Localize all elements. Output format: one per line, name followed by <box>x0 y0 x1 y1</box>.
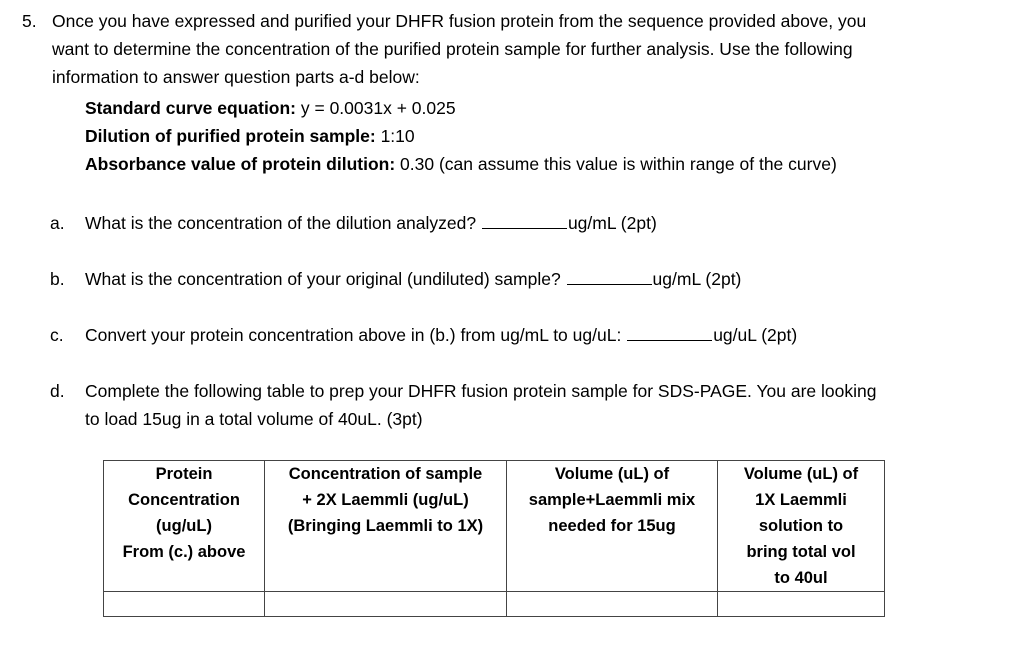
part-d-line: to load 15ug in a total volume of 40uL. (3pt) <box>85 409 423 429</box>
header-line: Concentration <box>128 491 240 509</box>
answer-blank-b[interactable] <box>567 268 652 285</box>
header-line: 1X Laemmli <box>755 491 847 509</box>
part-letter: c. <box>50 325 64 345</box>
header-line: to 40ul <box>774 569 828 587</box>
sds-page-prep-table <box>103 460 885 617</box>
header-volume-mix <box>507 461 718 592</box>
header-line: From (c.) above <box>122 543 246 561</box>
header-volume-laemmli <box>718 461 885 592</box>
part-b-text <box>85 265 741 293</box>
header-line: bring total vol <box>746 543 856 561</box>
part-unit: ug/mL (2pt) <box>652 269 742 289</box>
header-line: (Bringing Laemmli to 1X) <box>287 517 484 535</box>
header-line: needed for 15ug <box>548 517 676 535</box>
intro-line: Once you have expressed and purified your DHFR fusion protein from the sequence provided above, you <box>52 11 867 31</box>
header-line: Protein <box>155 465 213 483</box>
given-standard-curve <box>85 94 985 122</box>
answer-blank-c[interactable] <box>627 324 712 341</box>
answer-cell-concentration-laemmli[interactable] <box>265 592 507 617</box>
given-value: 1:10 <box>375 126 415 146</box>
part-d-line: Complete the following table to prep your DHFR fusion protein sample for SDS-PAGE. You are looking <box>85 381 877 401</box>
table-row <box>104 592 885 617</box>
part-c-text <box>85 321 797 349</box>
answer-cell-volume-mix[interactable] <box>507 592 718 617</box>
intro-line: information to answer question parts a-d below: <box>52 67 420 87</box>
given-info <box>85 94 985 178</box>
part-unit: ug/mL (2pt) <box>567 213 657 233</box>
part-unit: ug/uL (2pt) <box>713 325 798 345</box>
header-protein-concentration <box>104 461 265 592</box>
part-letter: a. <box>50 213 65 233</box>
given-label: Standard curve equation: <box>85 98 297 118</box>
answer-cell-concentration[interactable] <box>104 592 265 617</box>
given-absorbance <box>85 150 985 178</box>
header-line: + 2X Laemmli (ug/uL) <box>302 491 469 509</box>
part-letter: b. <box>50 269 65 289</box>
header-line: Concentration of sample <box>288 465 483 483</box>
given-label: Dilution of purified protein sample: <box>85 126 376 146</box>
header-line: (ug/uL) <box>156 517 212 535</box>
header-line: sample+Laemmli mix <box>528 491 696 509</box>
header-line: solution to <box>758 517 844 535</box>
part-d-text <box>85 377 985 433</box>
given-value: 0.30 (can assume this value is within range of the curve) <box>395 154 837 174</box>
answer-cell-volume-laemmli[interactable] <box>718 592 885 617</box>
given-label: Absorbance value of protein dilution: <box>85 154 396 174</box>
part-a-text <box>85 209 657 237</box>
answer-blank-a[interactable] <box>482 212 567 229</box>
question-number: 5. <box>22 11 37 31</box>
intro-line: want to determine the concentration of the purified protein sample for further analysis. Use the following <box>52 39 853 59</box>
header-line: Volume (uL) of <box>554 465 670 483</box>
header-line: Volume (uL) of <box>743 465 859 483</box>
question-intro <box>52 7 997 91</box>
part-letter: d. <box>50 381 65 401</box>
part-question: What is the concentration of your original (undiluted) sample? <box>85 269 561 289</box>
part-question: What is the concentration of the dilution analyzed? <box>85 213 477 233</box>
given-dilution <box>85 122 985 150</box>
header-concentration-with-laemmli <box>265 461 507 592</box>
table-header-row <box>104 461 885 592</box>
part-question: Convert your protein concentration above in (b.) from ug/mL to ug/uL: <box>85 325 622 345</box>
given-value: y = 0.0031x + 0.025 <box>296 98 456 118</box>
